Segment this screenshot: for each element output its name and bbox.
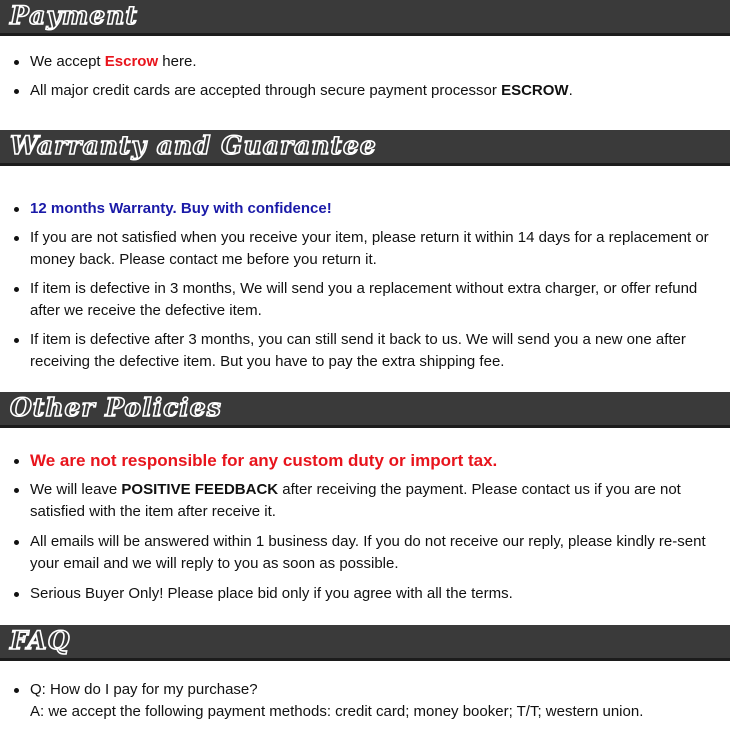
payment-list	[0, 51, 730, 102]
policies-item-serious-text: Serious Buyer Only! Please place bid only if you agree with all the terms.	[30, 585, 513, 602]
faq-answer: A: we accept the following payment methods: credit card; money booker; T/T; western union.	[30, 703, 644, 720]
faq-header	[0, 625, 730, 661]
warranty-item-after-3m	[0, 329, 730, 373]
policies-item-feedback	[0, 479, 730, 523]
payment-item-escrow-pre: We accept	[30, 53, 105, 70]
warranty-item-return	[0, 227, 730, 271]
policies-item-serious	[0, 583, 730, 605]
payment-title: Payment	[10, 1, 138, 30]
warranty-item-confidence-text: 12 months Warranty. Buy with confidence!	[30, 200, 332, 217]
warranty-list	[0, 198, 730, 373]
warranty-item-after-3m-text: If item is defective after 3 months, you can still send it back to us. We will send you a new one after receiving the defective item. But you have to pay the extra shipping fee.	[30, 331, 686, 370]
policies-item-duty	[0, 450, 730, 473]
policies-item-duty-text: We are not responsible for any custom duty or import tax.	[30, 451, 498, 470]
warranty-item-defective-3m-text: If item is defective in 3 months, We will send you a replacement without extra charger, or offer refund after we receive the defective item.	[30, 280, 698, 319]
warranty-item-defective-3m	[0, 278, 730, 322]
faq-question: Q: How do I pay for my purchase?	[30, 681, 258, 698]
payment-item-escrow-post: here.	[158, 53, 197, 70]
payment-item-cards-post: .	[568, 82, 573, 99]
warranty-item-return-text: If you are not satisfied when you receive your item, please return it within 14 days for a replacement or money back. Please contact me before you return it.	[30, 229, 709, 268]
faq-list	[0, 679, 730, 723]
escrow-bold: ESCROW	[501, 82, 569, 99]
policies-item-feedback-pre: We will leave	[30, 481, 122, 498]
policies-item-emails	[0, 531, 730, 575]
policies-list	[0, 450, 730, 605]
payment-item-cards-pre: All major credit cards are accepted through secure payment processor	[30, 82, 502, 99]
warranty-header	[0, 130, 730, 166]
policies-header	[0, 392, 730, 428]
policies-item-emails-text: All emails will be answered within 1 business day. If you do not receive our reply, please kindly re-sent your email and we will reply to you as soon as possible.	[30, 533, 706, 572]
faq-title: FAQ	[10, 626, 71, 655]
payment-item-escrow	[0, 51, 730, 73]
positive-feedback-bold: POSITIVE FEEDBACK	[121, 481, 279, 498]
faq-item-payment	[0, 679, 730, 723]
payment-header	[0, 0, 730, 36]
escrow-highlight: Escrow	[104, 53, 159, 70]
payment-item-cards	[0, 80, 730, 102]
policies-item-feedback-post: after receiving the payment. Please contact us if you are not satisfied with the item after receive it.	[30, 481, 681, 520]
warranty-title: Warranty and Guarantee	[10, 131, 377, 160]
warranty-item-confidence	[0, 198, 730, 220]
policies-title: Other Policies	[10, 393, 222, 422]
